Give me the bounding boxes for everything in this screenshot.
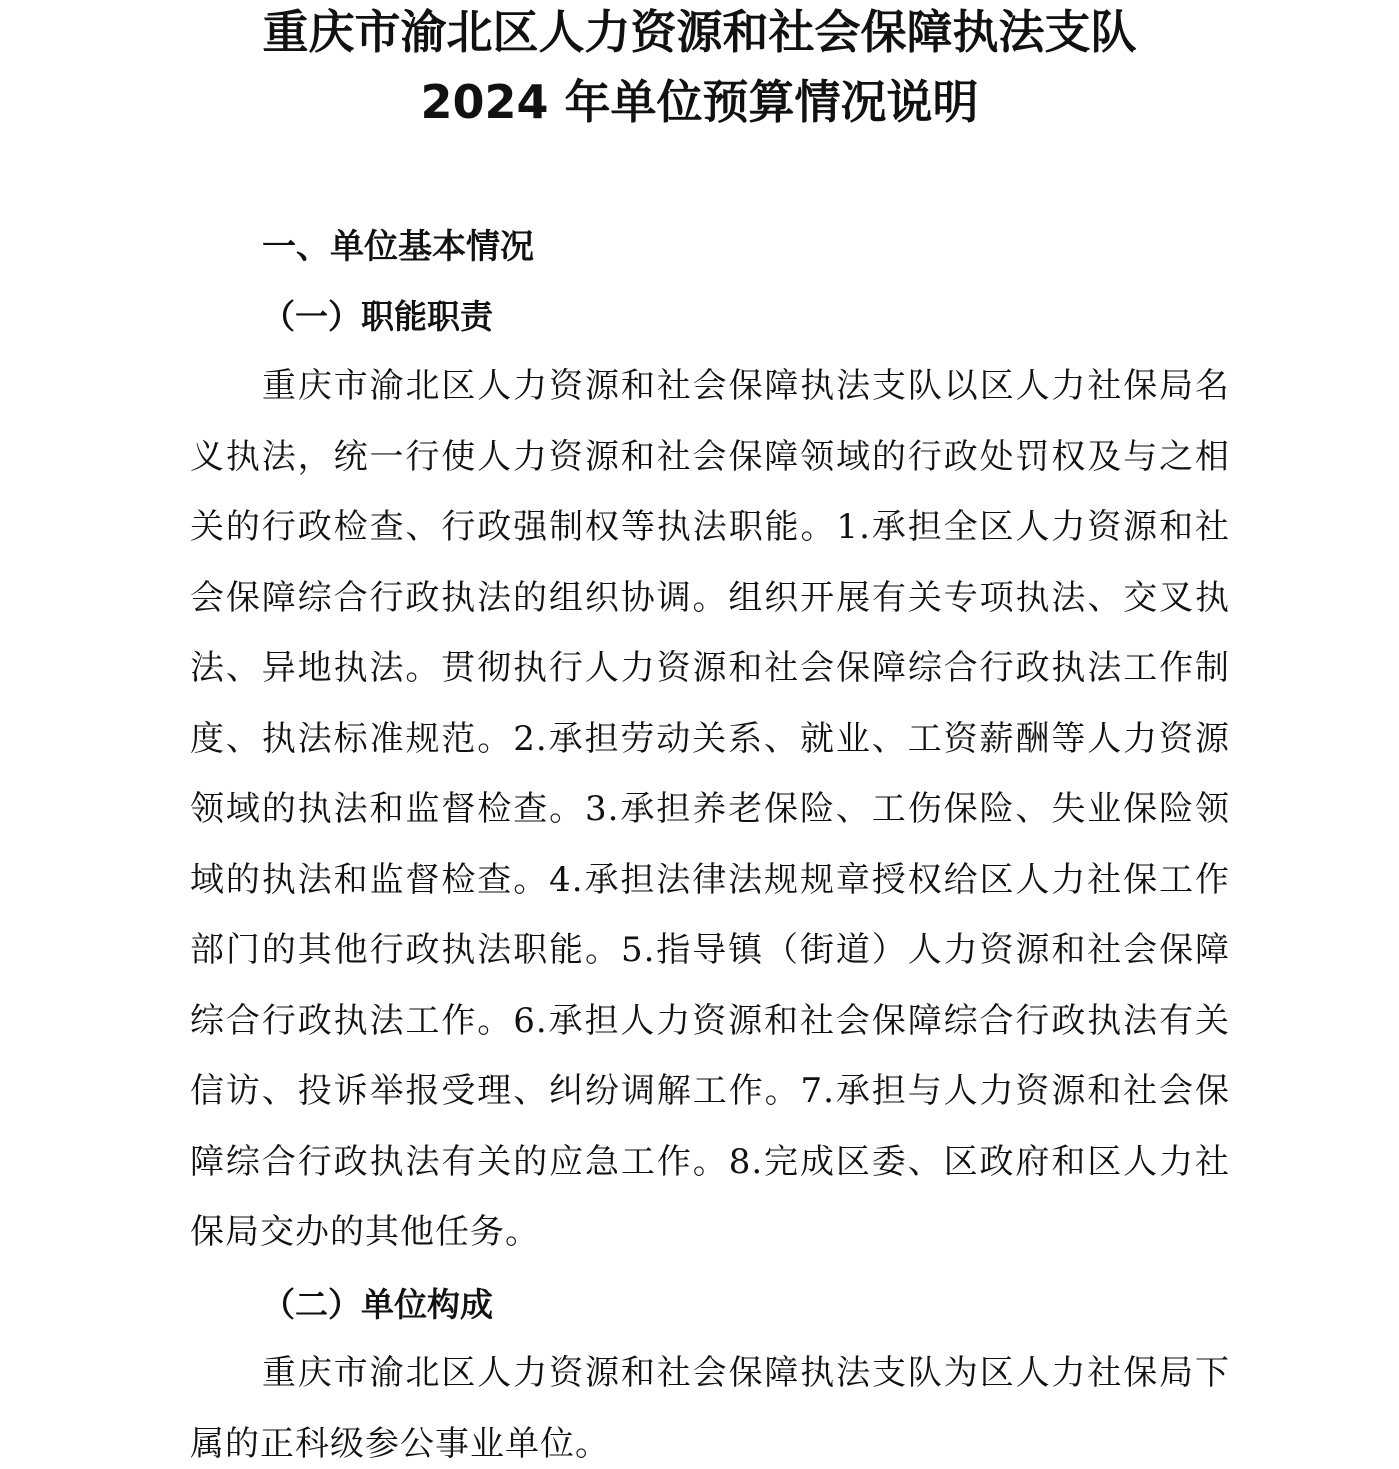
document-title-line-1: 重庆市渝北区人力资源和社会保障执法支队 [262, 5, 1137, 59]
subsection-heading-composition: （二）单位构成 [262, 1285, 493, 1324]
section-heading-basic-info: 一、单位基本情况 [262, 227, 534, 267]
document-title-line-2: 2024 年单位预算情况说明 [420, 75, 979, 129]
composition-paragraph: 重庆市渝北区人力资源和社会保障执法支队为区人力社保局下属的正科级参公事业单位。 [190, 1353, 1230, 1464]
subsection-heading-functions: （一）职能职责 [262, 297, 493, 336]
functions-paragraph: 重庆市渝北区人力资源和社会保障执法支队以区人力社保局名义执法，统一行使人力资源和社会保障领域的行政处罚权及与之相关的行政检查、行政强制权等执法职能。1.承担全区人力资源和社会保障综合行政执法的组织协调。组织开展有关专项执法、交叉执法、异地执法。贯彻执行人力资源和社会保障综合行政执法工作制度、执法标准规范。2.承担劳动关系、就业、工资薪酬等人力资源领域的执法和监督检查。3.承担养老保险、工伤保险、失业保险领域的执法和监督检查。4.承担法律法规规章授权给区人力社保工作部门的其他行政执法职能。5.指导镇（街道）人力资源和社会保障综合行政执法工作。6.承担人力资源和社会保障综合行政执法有关信访、投诉举报受理、纠纷调解工作。7.承担与人力资源和社会保障综合行政执法有关的应急工作。8.完成区委、区政府和区人力社保局交办的其他任务。 [190, 366, 1230, 1252]
